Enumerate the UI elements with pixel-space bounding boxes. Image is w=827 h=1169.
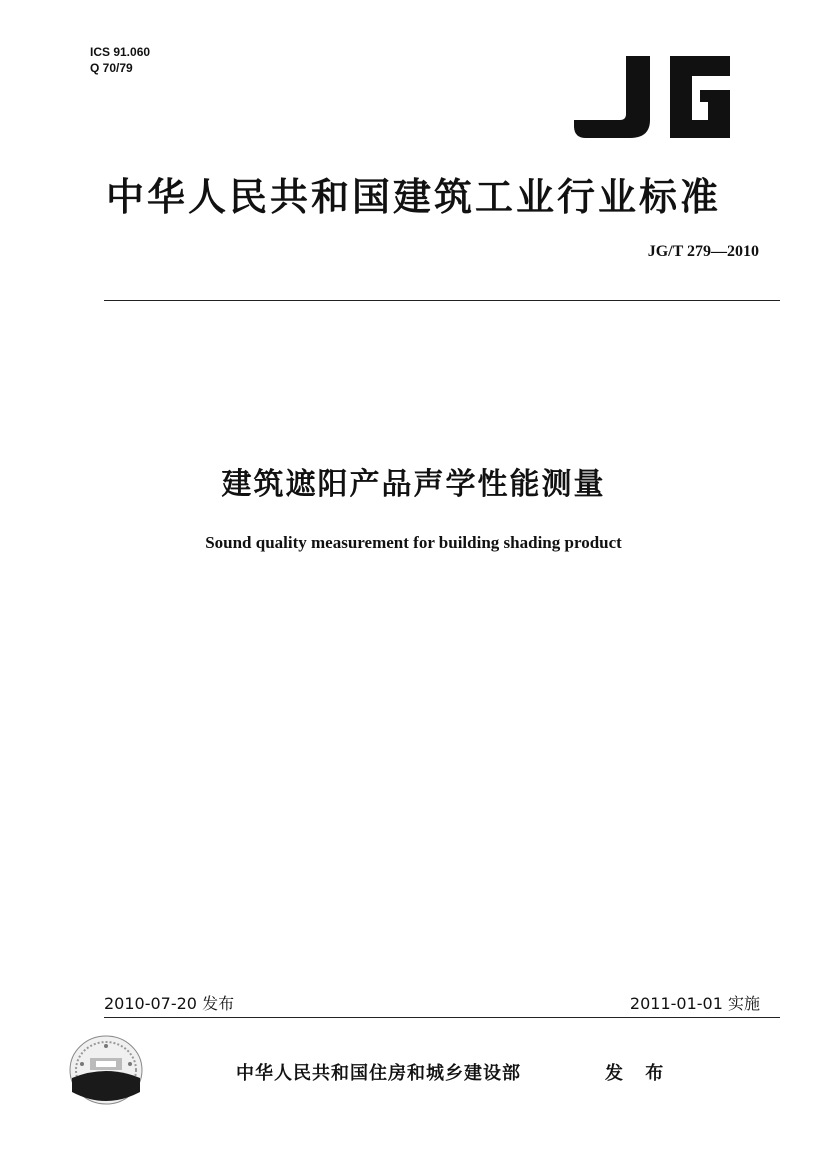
anti-counterfeit-seal-icon — [68, 1034, 144, 1106]
publish-label: 发 布 — [605, 1063, 672, 1084]
issuing-authority: 中华人民共和国住房和城乡建设部 — [236, 1063, 521, 1084]
document-title-english: Sound quality measurement for building shading product — [205, 533, 622, 552]
ics-code: ICS 91.060 — [90, 45, 151, 59]
footer-divider — [104, 1017, 780, 1018]
class-code: Q 70/79 — [90, 61, 133, 75]
jg-logo — [570, 54, 735, 140]
standard-number: JG/T 279—2010 — [647, 243, 759, 260]
standard-category-title: 中华人民共和国建筑工业行业标准 — [105, 175, 721, 219]
classification-codes — [90, 44, 150, 76]
issue-date: 2010-07-20 发布 — [104, 994, 235, 1013]
implementation-date: 2011-01-01 实施 — [629, 994, 760, 1013]
header-divider — [104, 300, 780, 301]
document-title-chinese: 建筑遮阳产品声学性能测量 — [221, 467, 606, 502]
